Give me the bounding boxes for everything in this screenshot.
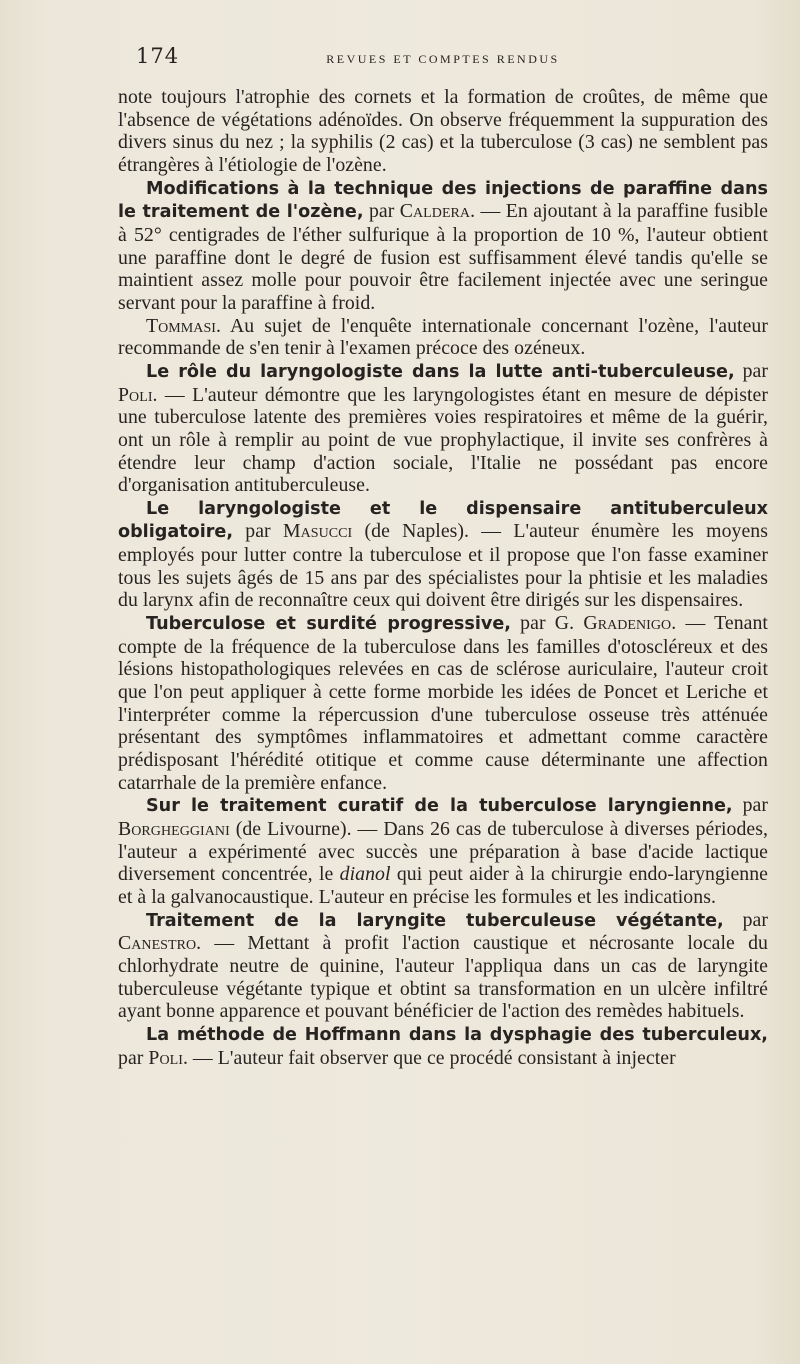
page-header — [118, 44, 768, 74]
author-name: Gradenigo — [583, 612, 672, 635]
abstract-title: Traitement de la laryngite tuberculeuse végétante, — [146, 910, 724, 931]
abstract-title: La méthode de Hoffmann dans la dysphagie des tuberculeux, — [146, 1024, 768, 1045]
abstract-masucci — [118, 497, 768, 612]
author-name: Tommasi — [146, 314, 216, 337]
author-name: Masucci — [282, 520, 353, 543]
abstract-poli-hoffmann — [118, 1023, 768, 1069]
author-name: Poli — [118, 383, 153, 406]
byline: par — [732, 794, 769, 817]
abstract-text: (de Naples). — L'auteur énumère les moyens employés pour lutter contre la tuberculose et il propose que l'on fasse examiner tous les sujets âgés de 15 ans par des spécialistes pour la phtisie et les maladies du larynx afin de reconnaître ceux qui doivent être dirigés sur les dispensaires. — [118, 520, 768, 612]
abstract-text: . — L'auteur démontre que les laryngologistes étant en mesure de dépister une tuberculose latente des premières voies respiratoires et même de la guérir, ont un rôle à remplir au point de vue prophylactique, il invite ses confrères à étendre leur champ d'action sociale, l'Italie ne possédant pas encore d'organisation antituberculeuse. — [118, 383, 768, 497]
byline: par — [363, 200, 400, 223]
paragraph-ozene-continued — [118, 86, 768, 177]
abstract-canestro — [118, 909, 768, 1023]
abstract-text: (de Livourne). — Dans 26 cas de tuberculose à diverses périodes, l'auteur a expérimenté avec succès une préparation à base d'acide lactique diversement concentrée, le — [118, 818, 768, 886]
byline: par — [723, 908, 768, 931]
abstract-borgheggiani — [118, 794, 768, 908]
abstract-tommasi — [118, 315, 768, 360]
author-name: Canestro — [118, 932, 197, 955]
abstract-text: . — En ajoutant à la paraffine fusible à 52° centigrades de l'éther sulfurique à la proportion de 10 %, l'auteur obtient une paraffine dont le degré de fusion est suffisamment élevé tandis qu'elle se maintient assez molle pour pouvoir être facilement injectée avec une seringue servant pour la paraffine à froid. — [118, 200, 768, 314]
abstract-text: . — Mettant à profit l'action caustique et nécrosante locale du chlorhydrate neutre de quinine, l'auteur l'appliqua dans un cas de laryngite tuberculeuse végétante typique et obtint sa transformation en un ulcère infiltré ayant bonne apparence et pouvant bénéficier de l'action des remèdes habituels. — [118, 932, 768, 1023]
byline: par — [734, 359, 769, 382]
abstract-text: . Au sujet de l'enquête internationale concernant l'ozène, l'auteur recommande de s'en tenir à l'examen précoce des ozéneux. — [118, 314, 768, 360]
abstract-text: . — Tenant compte de la fréquence de la tuberculose dans les familles d'otoscléreux et des lésions histopathologiques relevées en cas de sclérose auriculaire, l'auteur croit que l'on peut appliquer à cette forme morbide les idées de Poncet et Leriche et l'interpréter comme la répercussion d'une tuberculose osseuse très atténuée présentant des symptômes inflammatoires et admettant comme caractère prédisposant l'hérédité otitique et comme cause déterminante une affection catarrhale de la première enfance. — [118, 612, 768, 794]
paragraph-text: note toujours l'atrophie des cornets et la formation de croûtes, de même que l'absence de végétations adénoïdes. On observe fréquemment la suppuration des divers sinus du nez ; la syphilis (2 cas) et la tuberculose (3 cas) ne semblent pas étrangères à l'étiologie de l'ozène. — [118, 86, 768, 176]
abstract-text: . — L'auteur fait observer que ce procédé consistant à injecter — [182, 1046, 676, 1069]
abstract-text: qui peut aider à la chirurgie endo-laryngienne et à la galvanocaustique. L'auteur en précise les formules et les indications. — [118, 863, 768, 908]
abstract-title: Le laryngologiste et le dispensaire antituberculeux obligatoire, — [118, 498, 768, 543]
abstract-poli-role — [118, 360, 768, 497]
article-body — [118, 86, 768, 1069]
author-name: Poli — [148, 1046, 183, 1069]
byline: par — [118, 1046, 149, 1069]
abstract-caldera — [118, 177, 768, 315]
abstract-title: Tuberculose et surdité progressive, — [146, 614, 511, 635]
byline: par G. — [510, 612, 584, 635]
byline: par — [233, 520, 283, 543]
page-number: 174 — [136, 44, 180, 68]
abstract-title: Sur le traitement curatif de la tuberculose laryngienne, — [146, 796, 733, 817]
author-name: Borgheggiani — [118, 818, 230, 840]
running-head: REVUES ET COMPTES RENDUS — [326, 52, 560, 66]
drug-name: dianol — [339, 863, 391, 886]
abstract-gradenigo — [118, 612, 768, 794]
abstract-title: Modifications à la technique des injections de paraffine dans le traitement de l'ozène, — [118, 178, 768, 223]
abstract-title: Le rôle du laryngologiste dans la lutte anti-tuberculeuse, — [146, 361, 735, 382]
author-name: Caldera — [399, 200, 471, 223]
